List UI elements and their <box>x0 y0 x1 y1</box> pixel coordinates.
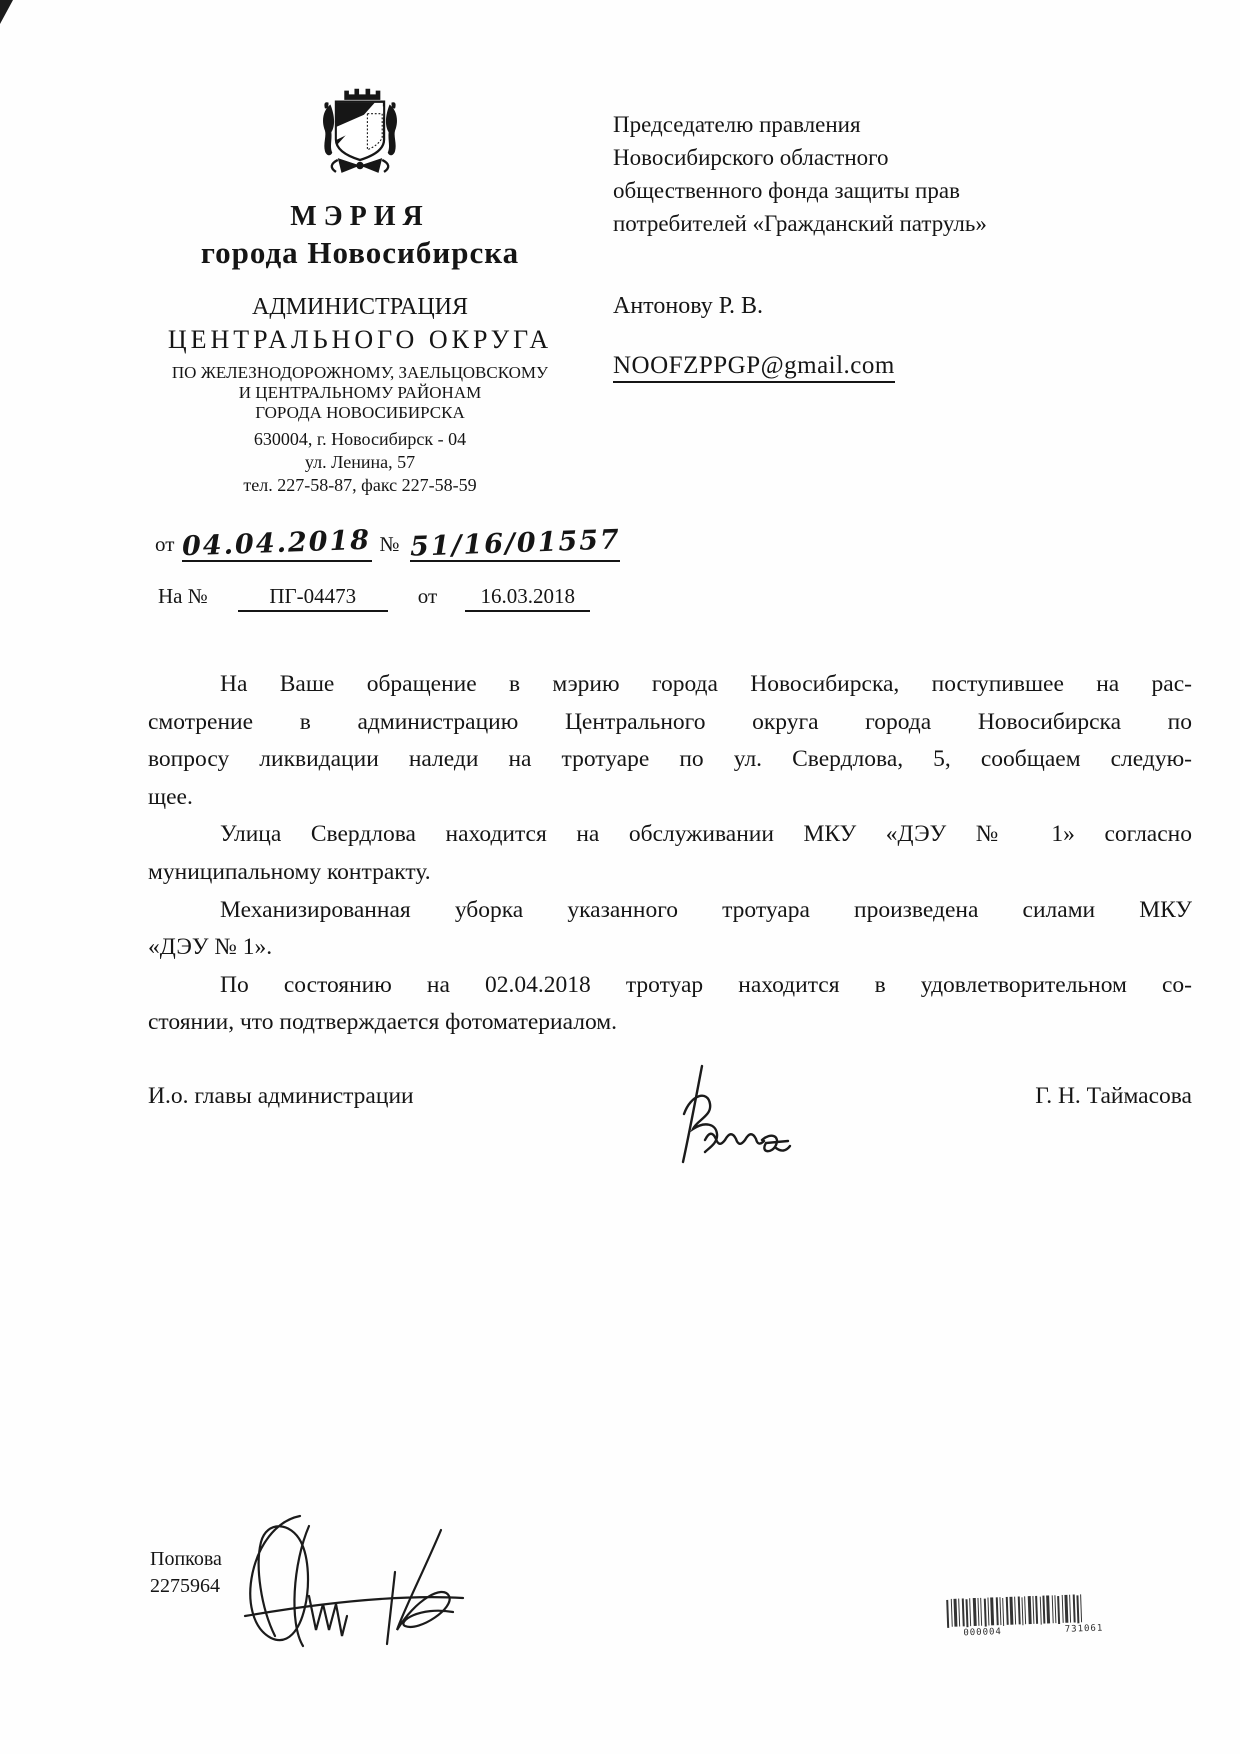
body-line: щее. <box>148 783 193 810</box>
executor-phone: 2275964 <box>150 1575 220 1597</box>
outgoing-number-handwritten: 51/16/01557 <box>409 524 621 563</box>
signature-ink <box>645 1058 845 1178</box>
recipient-email-row <box>613 352 895 380</box>
division-subline-2: И ЦЕНТРАЛЬНОМУ РАЙОНАМ <box>238 383 482 402</box>
reply-from-label: от <box>417 584 438 608</box>
recipient-person-name: Антонову Р. В. <box>613 293 764 319</box>
paragraph <box>148 666 1192 816</box>
registration-barcode <box>944 1593 1118 1649</box>
incoming-reference-line <box>158 584 590 612</box>
from-label: от <box>155 532 175 556</box>
address-phone-fax: тел. 227-58-87, факс 227-58-59 <box>243 475 477 495</box>
outgoing-reference-line <box>155 524 621 563</box>
scan-corner-artifact <box>0 0 13 24</box>
body-line: вопросу ликвидации наледи на тротуаре по ул. Свердлова, 5, сообщаем следую- <box>148 746 1192 773</box>
email-link[interactable]: NOOFZPPGP@gmail.com <box>613 352 895 383</box>
body-line: По состоянию на 02.04.2018 тротуар находится в удовлетворительном со- <box>220 971 1192 998</box>
division-administration: АДМИНИСТРАЦИЯ <box>252 294 468 320</box>
recipient-line: потребителей «Гражданский патруль» <box>613 211 987 236</box>
executor-signature-ink <box>205 1508 470 1678</box>
paragraph <box>148 892 1192 967</box>
letter-body <box>148 666 1192 1042</box>
body-line: Механизированная уборка указанного тротуара произведена силами МКУ <box>220 896 1192 923</box>
org-name-mayoralty: МЭРИЯ <box>290 201 430 232</box>
incoming-date: 16.03.2018 <box>465 584 590 612</box>
recipient-line: Председателю правления <box>613 112 861 137</box>
letterhead <box>130 86 590 497</box>
paragraph <box>148 967 1192 1042</box>
body-line: «ДЭУ № 1». <box>148 934 273 961</box>
outgoing-date-handwritten: 04.04.2018 <box>181 524 372 563</box>
recipient-line: общественного фонда защиты прав <box>613 178 960 203</box>
division-subline-3: ГОРОДА НОВОСИБИРСКА <box>255 403 465 422</box>
body-line: смотрение в администрацию Центрального округа города Новосибирска по <box>148 708 1192 735</box>
recipient-block <box>613 108 1133 240</box>
address-postal: 630004, г. Новосибирск - 04 <box>253 429 467 449</box>
executor-name: Попкова <box>150 1548 222 1570</box>
novosibirsk-coat-of-arms-icon <box>313 86 407 184</box>
recipient-line: Новосибирского областного <box>613 145 889 170</box>
signatory-name: Г. Н. Таймасова <box>1035 1083 1192 1109</box>
body-line: Улица Свердлова находится на обслуживании МКУ «ДЭУ № 1» согласно <box>220 821 1192 848</box>
signatory-position: И.о. главы администрации <box>148 1083 414 1109</box>
division-district: ЦЕНТРАЛЬНОГО ОКРУГА <box>167 325 553 354</box>
incoming-number: ПГ-04473 <box>238 584 388 612</box>
number-sign: № <box>379 532 400 556</box>
division-subline-1: ПО ЖЕЛЕЗНОДОРОЖНОМУ, ЗАЕЛЬЦОВСКОМУ <box>171 363 549 382</box>
barcode-digits-right: 731061 <box>1064 1623 1104 1635</box>
address-street: ул. Ленина, 57 <box>304 452 416 472</box>
paragraph <box>148 816 1192 891</box>
reply-label: На № <box>158 584 208 608</box>
body-line: стоянии, что подтверждается фотоматериалом. <box>148 1009 618 1036</box>
body-line: На Ваше обращение в мэрию города Новосибирска, поступившее на рас- <box>220 671 1192 697</box>
org-name-city: города Новосибирска <box>200 235 520 270</box>
body-line: муниципальному контракту. <box>148 858 431 885</box>
barcode-digits-left: 000004 <box>963 1627 1003 1639</box>
